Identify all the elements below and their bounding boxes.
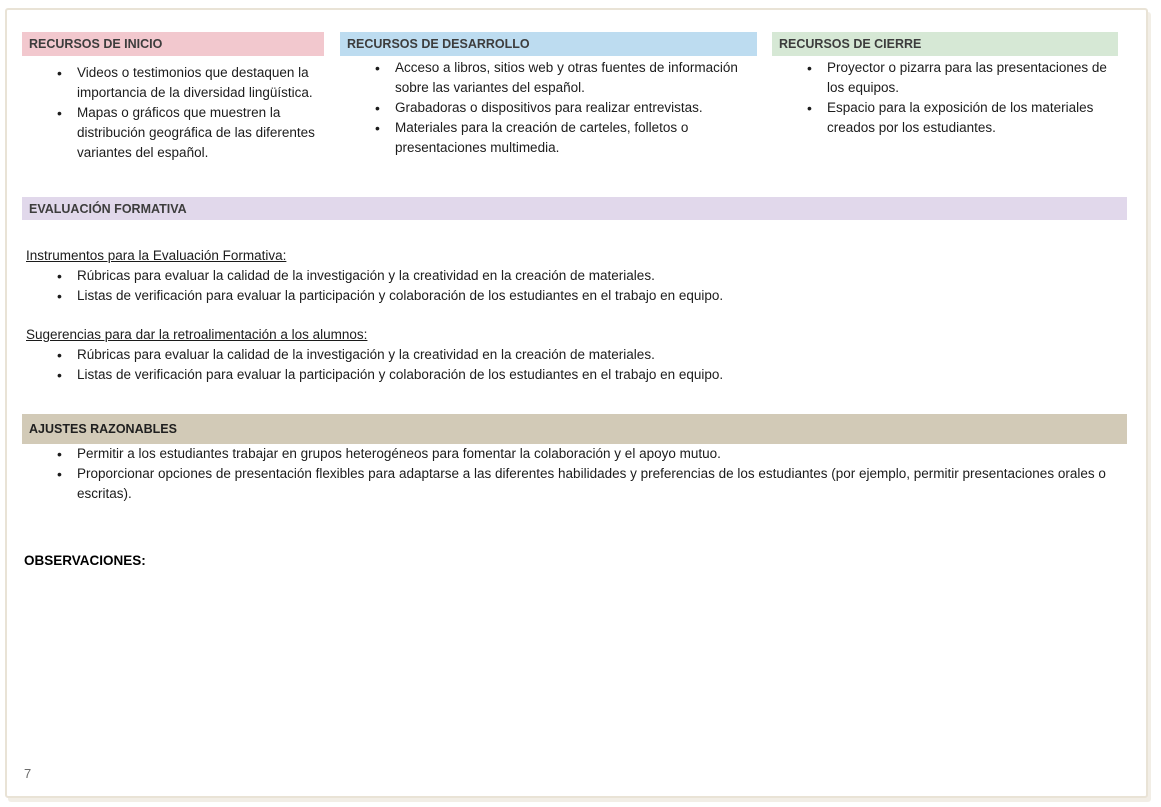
column-recursos-inicio: [22, 32, 324, 197]
section-header-evaluacion-formativa: EVALUACIÓN FORMATIVA: [22, 197, 1127, 220]
recursos-desarrollo-list: [340, 58, 757, 158]
list-item: • Videos o testimonios que destaquen la importancia de la diversidad lingüística.: [57, 63, 320, 103]
section-header-ajustes-razonables: AJUSTES RAZONABLES: [22, 414, 1127, 444]
ajustes-list: [22, 444, 1127, 504]
list-item: • Grabadoras o dispositivos para realizar entrevistas.: [375, 98, 753, 118]
subheading-sugerencias: Sugerencias para dar la retroalimentación a los alumnos:: [26, 327, 368, 342]
page-content: [22, 10, 1127, 796]
list-item: • Espacio para la exposición de los materiales creados por los estudiantes.: [807, 98, 1114, 138]
list-item: • Proporcionar opciones de presentación flexibles para adaptarse a las diferentes habilidades y preferencias de los estudiantes (por ejemplo, permitir presentaciones orales o escritas).: [57, 464, 1123, 504]
sugerencias-list: [22, 345, 1127, 385]
subheading-instrumentos: Instrumentos para la Evaluación Formativa:: [26, 248, 287, 263]
list-item: • Materiales para la creación de carteles, folletos o presentaciones multimedia.: [375, 118, 753, 158]
list-item: • Mapas o gráficos que muestren la distribución geográfica de las diferentes variantes del español.: [57, 103, 320, 163]
column-recursos-cierre: [772, 32, 1118, 197]
page-number: 7: [24, 766, 32, 781]
observaciones-heading: OBSERVACIONES:: [24, 553, 146, 568]
list-item: • Listas de verificación para evaluar la participación y colaboración de los estudiantes en el trabajo en equipo.: [57, 286, 1123, 306]
recursos-cierre-list: [772, 58, 1118, 138]
section-header-recursos-desarrollo: RECURSOS DE DESARROLLO: [340, 32, 757, 56]
list-item: • Proyector o pizarra para las presentaciones de los equipos.: [807, 58, 1114, 98]
column-recursos-desarrollo: [340, 32, 757, 197]
recursos-inicio-list: [22, 63, 324, 163]
section-header-recursos-inicio: RECURSOS DE INICIO: [22, 32, 324, 56]
section-header-recursos-cierre: RECURSOS DE CIERRE: [772, 32, 1118, 56]
instrumentos-list: [22, 266, 1127, 306]
list-item: • Listas de verificación para evaluar la participación y colaboración de los estudiantes en el trabajo en equipo.: [57, 365, 1123, 385]
list-item: • Acceso a libros, sitios web y otras fuentes de información sobre las variantes del español.: [375, 58, 753, 98]
document-page: [5, 8, 1148, 798]
resources-table: [22, 32, 1127, 197]
list-item: • Rúbricas para evaluar la calidad de la investigación y la creatividad en la creación de materiales.: [57, 345, 1123, 365]
list-item: • Rúbricas para evaluar la calidad de la investigación y la creatividad en la creación de materiales.: [57, 266, 1123, 286]
list-item: • Permitir a los estudiantes trabajar en grupos heterogéneos para fomentar la colaboración y el apoyo mutuo.: [57, 444, 1123, 464]
